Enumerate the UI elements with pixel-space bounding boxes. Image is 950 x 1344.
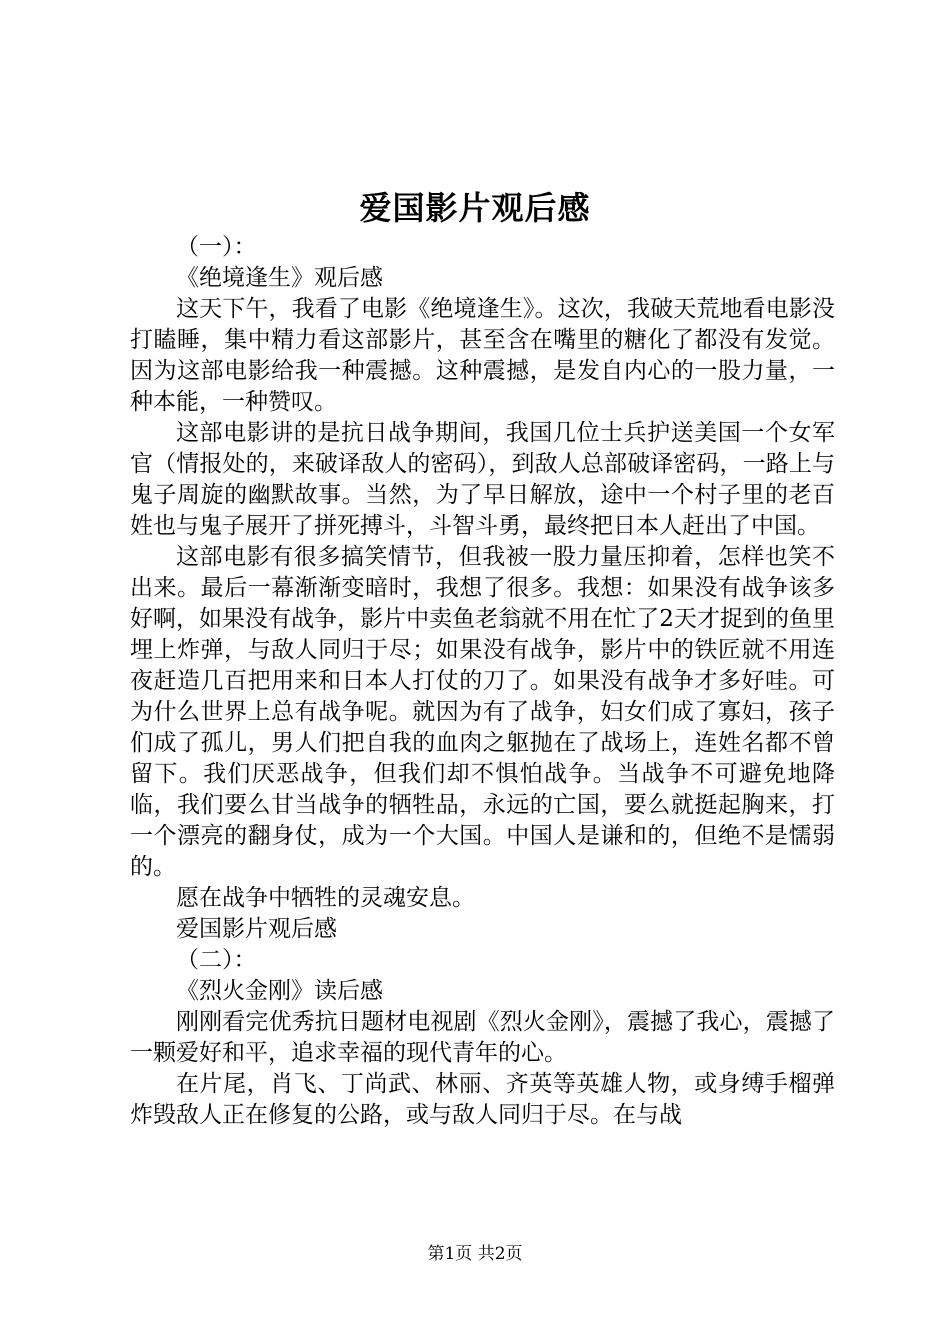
section-subtitle-two: 《烈火金刚》读后感	[176, 978, 383, 1004]
paragraph: 这部电影讲的是抗日战争期间，我国几位士兵护送美国一个女军官（情报处的，来破译敌人的密码），到敌人总部破译密码，一路上与鬼子周旋的幽默故事。当然，为了早日解放，途中一个村子里的老百姓也与鬼子展开了拼死搏斗，斗智斗勇，最终把日本人赶出了中国。	[130, 420, 835, 539]
document-body	[130, 232, 835, 1131]
section-subtitle-one: 《绝境逢生》观后感	[176, 265, 383, 291]
paragraph: 这部电影有很多搞笑情节，但我被一股力量压抑着，怎样也笑不出来。最后一幕渐渐变暗时，我想了很多。我想：如果没有战争该多好啊，如果没有战争，影片中卖鱼老翁就不用在忙了2天才捉到的鱼里埋上炸弹，与敌人同归于尽；如果没有战争，影片中的铁匠就不用连夜赶造几百把用来和日本人打仗的刀了。如果没有战争才多好哇。可为什么世界上总有战争呢。就因为有了战争，妇女们成了寡妇，孩子们成了孤儿，男人们把自我的血肉之躯抛在了战场上，连姓名都不曾留下。我们厌恶战争，但我们却不惧怕战争。当战争不可避免地降临，我们要么甘当战争的牺牲品，永远的亡国，要么就挺起胸来，打一个漂亮的翻身仗，成为一个大国。中国人是谦和的，但绝不是懦弱的。	[130, 544, 835, 880]
section-heading: 爱国影片观后感	[176, 916, 337, 942]
paragraph: 愿在战争中牺牲的灵魂安息。	[176, 885, 475, 911]
paragraph: 在片尾，肖飞、丁尚武、林丽、齐英等英雄人物，或身缚手榴弹炸毁敌人正在修复的公路，或与敌人同归于尽。在与战	[130, 1071, 835, 1128]
section-label-two: （二）：	[176, 947, 257, 973]
page-title: 爱国影片观后感	[359, 189, 591, 227]
page-footer: 第1页 共2页	[427, 1244, 523, 1264]
paragraph: 这天下午，我看了电影《绝境逢生》。这次，我破天荒地看电影没打瞌睡，集中精力看这部影片，甚至含在嘴里的糖化了都没有发觉。因为这部电影给我一种震撼。这种震撼，是发自内心的一股力量，一种本能，一种赞叹。	[130, 296, 835, 415]
section-label-one: （一）：	[176, 234, 257, 260]
paragraph: 刚刚看完优秀抗日题材电视剧《烈火金刚》，震撼了我心，震撼了一颗爱好和平，追求幸福的现代青年的心。	[130, 1009, 835, 1066]
